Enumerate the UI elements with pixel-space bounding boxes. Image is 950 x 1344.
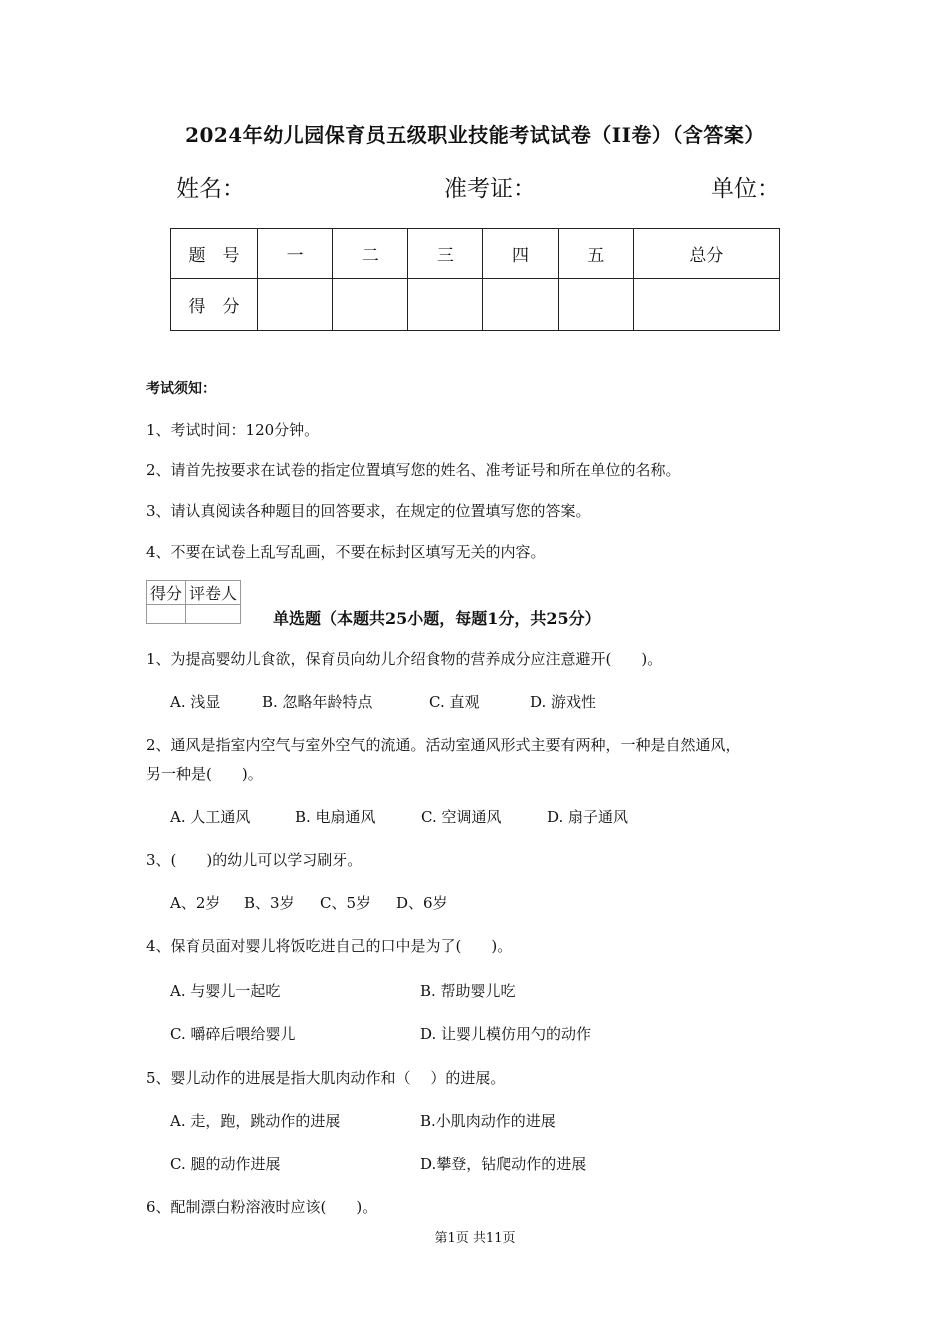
score-table-header-row — [171, 229, 780, 279]
question-option[interactable]: D. 游戏性 — [530, 693, 597, 711]
question-number-label: 题 号 — [171, 229, 258, 279]
question-option[interactable]: C. 直观 — [429, 693, 480, 711]
score-col-5: 五 — [558, 229, 633, 279]
score-cell-1[interactable] — [258, 279, 333, 331]
question-option[interactable]: C. 腿的动作进展 — [170, 1155, 281, 1173]
exam-title: 2024年幼儿园保育员五级职业技能考试试卷（II卷）（含答案） — [185, 123, 765, 147]
unit-field-label: 单位： — [711, 176, 780, 202]
question-stem: 2、通风是指室内空气与室外空气的流通。活动室通风形式主要有两种，一种是自然通风， — [146, 736, 741, 754]
question-option[interactable]: A. 人工通风 — [170, 808, 251, 826]
notice-item: 2、请首先按要求在试卷的指定位置填写您的姓名、准考证号和所在单位的名称。 — [146, 461, 681, 479]
question-option[interactable]: A. 与婴儿一起吃 — [170, 982, 281, 1000]
question-option[interactable]: C. 嚼碎后喂给婴儿 — [170, 1025, 296, 1043]
grader-score-label: 得分 — [147, 581, 186, 605]
question-stem: 6、配制漂白粉溶液时应该( )。 — [146, 1198, 378, 1216]
notice-item: 3、请认真阅读各种题目的回答要求，在规定的位置填写您的答案。 — [146, 502, 591, 520]
score-label: 得 分 — [171, 279, 258, 331]
question-option[interactable]: A. 浅显 — [170, 693, 221, 711]
score-cell-2[interactable] — [333, 279, 408, 331]
question-stem: 5、婴儿动作的进展是指大肌肉动作和（ ）的进展。 — [146, 1069, 506, 1087]
question-option[interactable]: C、5岁 — [320, 894, 372, 912]
question-option[interactable]: A、2岁 — [170, 894, 221, 912]
grader-box — [146, 580, 241, 624]
question-option[interactable]: B.小肌肉动作的进展 — [420, 1112, 556, 1130]
score-col-1: 一 — [258, 229, 333, 279]
question-stem: 1、为提高婴幼儿食欲，保育员向幼儿介绍食物的营养成分应注意避开( )。 — [146, 650, 663, 668]
score-col-total: 总分 — [633, 229, 779, 279]
score-table-score-row — [171, 279, 780, 331]
notice-item: 4、不要在试卷上乱写乱画，不要在标封区填写无关的内容。 — [146, 543, 546, 561]
score-col-3: 三 — [408, 229, 483, 279]
question-stem-continued: 另一种是( )。 — [146, 765, 263, 783]
section-title: 单选题（本题共25小题，每题1分，共25分） — [273, 609, 601, 628]
question-stem: 3、( )的幼儿可以学习刷牙。 — [146, 851, 363, 869]
name-field-label: 姓名： — [176, 176, 245, 202]
score-col-4: 四 — [483, 229, 558, 279]
question-option[interactable]: C. 空调通风 — [421, 808, 502, 826]
question-option[interactable]: D. 扇子通风 — [547, 808, 629, 826]
question-option[interactable]: B. 帮助婴儿吃 — [420, 982, 516, 1000]
score-table — [170, 228, 780, 331]
question-option[interactable]: A. 走，跑，跳动作的进展 — [170, 1112, 341, 1130]
question-option[interactable]: D、6岁 — [396, 894, 448, 912]
score-cell-total[interactable] — [633, 279, 779, 331]
question-option[interactable]: B. 忽略年龄特点 — [262, 693, 373, 711]
page-footer: 第1页 共11页 — [434, 1231, 516, 1246]
exam-number-field-label: 准考证： — [444, 176, 536, 202]
notice-item: 1、考试时间：120分钟。 — [146, 421, 320, 439]
score-col-2: 二 — [333, 229, 408, 279]
score-cell-5[interactable] — [558, 279, 633, 331]
grader-score-cell[interactable] — [147, 605, 186, 624]
grader-name-label: 评卷人 — [186, 581, 241, 605]
grader-name-cell[interactable] — [186, 605, 241, 624]
question-stem: 4、保育员面对婴儿将饭吃进自己的口中是为了( )。 — [146, 937, 513, 955]
score-cell-4[interactable] — [483, 279, 558, 331]
score-cell-3[interactable] — [408, 279, 483, 331]
question-option[interactable]: D.攀登，钻爬动作的进展 — [420, 1155, 587, 1173]
notice-heading: 考试须知： — [146, 381, 216, 397]
question-option[interactable]: B、3岁 — [244, 894, 295, 912]
question-option[interactable]: B. 电扇通风 — [295, 808, 376, 826]
question-option[interactable]: D. 让婴儿模仿用勺的动作 — [420, 1025, 592, 1043]
